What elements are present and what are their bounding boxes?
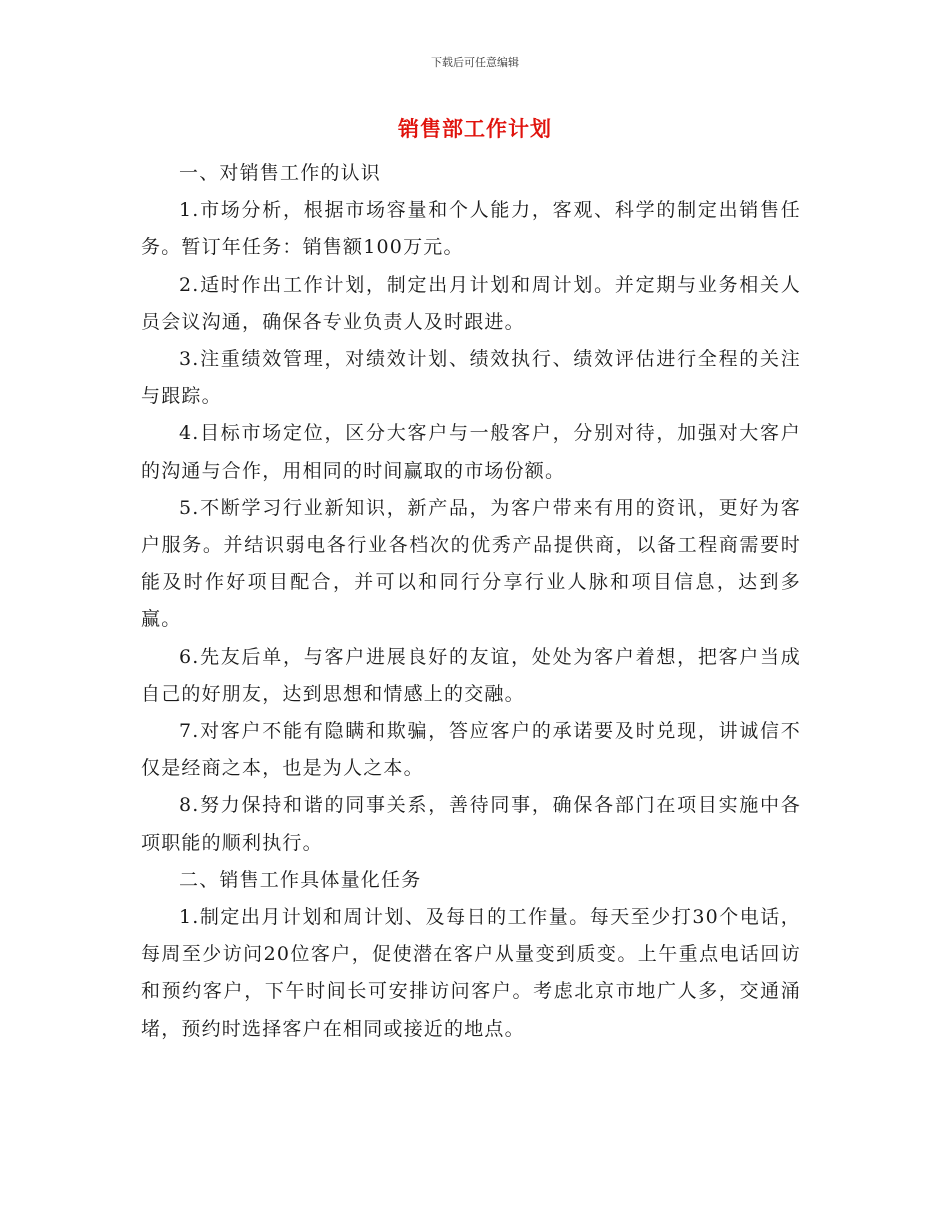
- paragraph-1-6: 6.先友后单，与客户进展良好的友谊，处处为客户着想，把客户当成自己的好朋友，达到思想和情感上的交融。: [141, 645, 801, 705]
- paragraph-1-4: 4.目标市场定位，区分大客户与一般客户，分别对待，加强对大客户的沟通与合作，用相同的时间赢取的市场份额。: [141, 422, 801, 482]
- paragraph-2-1: 1.制定出月计划和周计划、及每日的工作量。每天至少打30个电话，每周至少访问20位客户，促使潜在客户从量变到质变。上午重点电话回访和预约客户，下午时间长可安排访问客户。考虑北京市地广人多，交通涌堵，预约时选择客户在相同或接近的地点。: [141, 906, 801, 1040]
- paragraph-1-3: 3.注重绩效管理，对绩效计划、绩效执行、绩效评估进行全程的关注与跟踪。: [141, 348, 801, 408]
- paragraph-1-5: 5.不断学习行业新知识，新产品，为客户带来有用的资讯，更好为客户服务。并结识弱电各行业各档次的优秀产品提供商，以备工程商需要时能及时作好项目配合，并可以和同行分享行业人脉和项目信息，达到多赢。: [141, 496, 801, 631]
- paragraph-1-8: 8.努力保持和谐的同事关系，善待同事，确保各部门在项目实施中各项职能的顺利执行。: [141, 794, 801, 854]
- header-note: 下载后可任意编辑: [431, 56, 519, 69]
- document-body: [141, 155, 801, 1048]
- paragraph-1-1: 1.市场分析，根据市场容量和个人能力，客观、科学的制定出销售任务。暂订年任务：销售额100万元。: [141, 199, 801, 259]
- section-heading-2: 二、销售工作具体量化任务: [179, 868, 422, 891]
- document-title: 销售部工作计划: [398, 117, 552, 141]
- paragraph-1-7: 7.对客户不能有隐瞒和欺骗，答应客户的承诺要及时兑现，讲诚信不仅是经商之本，也是为人之本。: [141, 720, 801, 780]
- section-heading-1: 一、对销售工作的认识: [179, 162, 382, 184]
- paragraph-1-2: 2.适时作出工作计划，制定出月计划和周计划。并定期与业务相关人员会议沟通，确保各专业负责人及时跟进。: [141, 273, 801, 333]
